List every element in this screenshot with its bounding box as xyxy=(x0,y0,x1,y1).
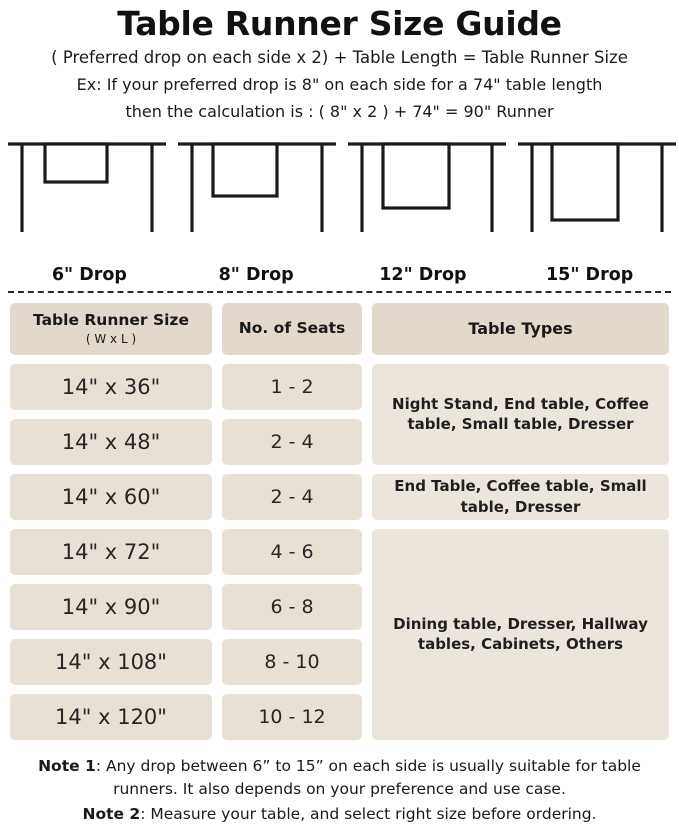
table-row: 14" x 48" xyxy=(10,419,212,465)
table-row: 10 - 12 xyxy=(222,694,362,740)
note-1 xyxy=(12,755,667,802)
formula-line: ( Preferred drop on each side x 2) + Table Length = Table Runner Size xyxy=(51,47,628,67)
drop-label-row xyxy=(0,265,679,285)
column-seats xyxy=(222,303,362,749)
drop-label-12: 12" Drop xyxy=(379,264,467,285)
table-types-group-3: Dining table, Dresser, Hallway tables, Cabinets, Others xyxy=(372,529,669,740)
note-1-text: : Any drop between 6” to 15” on each side is usually suitable for table runners. It also depends on your preference and use case. xyxy=(95,756,641,798)
table-row: 14" x 120" xyxy=(10,694,212,740)
example-line-1: Ex: If your preferred drop is 8" on each side for a 74" table length xyxy=(76,74,603,94)
table-row: 4 - 6 xyxy=(222,529,362,575)
note-2 xyxy=(12,803,667,826)
header-runner-size-sub: ( W x L ) xyxy=(85,331,137,346)
table-row: 14" x 60" xyxy=(10,474,212,520)
table-row: 1 - 2 xyxy=(222,364,362,410)
table-row: 2 - 4 xyxy=(222,474,362,520)
table-row: 14" x 108" xyxy=(10,639,212,685)
note-2-text: : Measure your table, and select right size before ordering. xyxy=(140,805,597,824)
table-row: 8 - 10 xyxy=(222,639,362,685)
header-table-types: Table Types xyxy=(372,303,669,355)
table-row: 14" x 90" xyxy=(10,584,212,630)
header-runner-size-label: Table Runner Size xyxy=(33,311,189,330)
drop-diagram xyxy=(0,132,679,264)
drop-label-6: 6" Drop xyxy=(51,264,127,285)
table-row: 14" x 72" xyxy=(10,529,212,575)
drop-diagram-svg xyxy=(0,132,679,250)
table-row: 2 - 4 xyxy=(222,419,362,465)
table-types-group-2: End Table, Coffee table, Small table, Dresser xyxy=(372,474,669,520)
infographic-page xyxy=(0,4,679,830)
header-seats: No. of Seats xyxy=(222,303,362,355)
notes-section xyxy=(12,755,667,827)
column-table-types xyxy=(372,303,669,749)
table-types-group-1: Night Stand, End table, Coffee table, Small table, Dresser xyxy=(372,364,669,465)
note-2-label: Note 2 xyxy=(82,805,141,824)
drop-label-8: 8" Drop xyxy=(218,264,294,285)
size-chart-table xyxy=(10,303,669,749)
header-runner-size xyxy=(10,303,212,355)
drop-label-15: 15" Drop xyxy=(545,264,634,285)
page-title: Table Runner Size Guide xyxy=(117,4,562,43)
table-row: 14" x 36" xyxy=(10,364,212,410)
column-runner-size xyxy=(10,303,212,749)
example-line-2: then the calculation is : ( 8" x 2 ) + 74" = 90" Runner xyxy=(125,101,554,121)
table-row: 6 - 8 xyxy=(222,584,362,630)
note-1-label: Note 1 xyxy=(38,756,96,775)
dashed-divider xyxy=(8,291,671,293)
